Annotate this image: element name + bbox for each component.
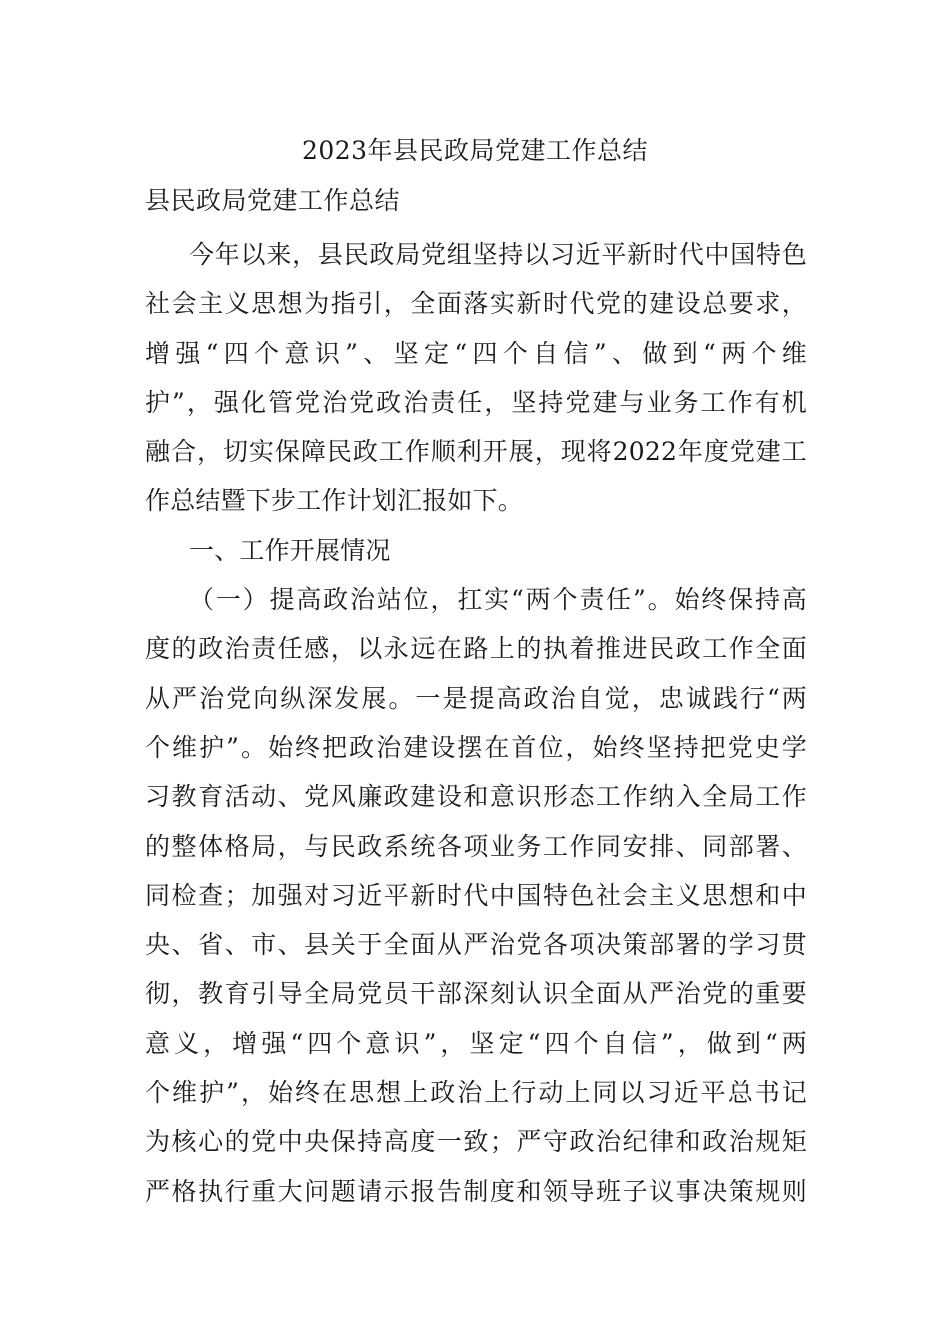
text-line: 护”，强化管党治党政治责任，坚持党建与业务工作有机 [145, 387, 807, 417]
document-title: 2023年县民政局党建工作总结 [301, 136, 649, 165]
text-line: 作总结暨下步工作计划汇报如下。 [145, 486, 524, 516]
text-line: 从严治党向纵深发展。一是提高政治自觉，忠诚践行“两 [145, 683, 807, 713]
text-line: 的整体格局，与民政系统各项业务工作同安排、同部署、 [145, 831, 807, 861]
text-line: 增强“四个意识”、坚定“四个自信”、做到“两个维 [145, 338, 807, 368]
text-line: 个维护”。始终把政治建设摆在首位，始终坚持把党史学 [145, 732, 807, 762]
text-line: 严格执行重大问题请示报告制度和领导班子议事决策规则 [145, 1176, 807, 1206]
document-body [145, 230, 807, 1216]
text-line: 习教育活动、党风廉政建设和意识形态工作纳入全局工作 [145, 782, 807, 812]
document-subtitle: 县民政局党建工作总结 [145, 186, 401, 215]
text-line: 央、省、市、县关于全面从严治党各项决策部署的学习贯 [145, 930, 807, 960]
text-line: 同检查；加强对习近平新时代中国特色社会主义思想和中 [145, 880, 807, 910]
text-line: 个维护”，始终在思想上政治上行动上同以习近平总书记 [145, 1078, 807, 1108]
text-line: 彻，教育引导全局党员干部深刻认识全面从严治党的重要 [145, 979, 807, 1009]
text-line: （一）提高政治站位，扛实“两个责任”。始终保持高 [189, 585, 807, 615]
text-line: 融合，切实保障民政工作顺利开展，现将2022年度党建工 [145, 437, 807, 467]
text-line: 度的政治责任感，以永远在路上的执着推进民政工作全面 [145, 634, 807, 664]
text-line: 为核心的党中央保持高度一致；严守政治纪律和政治规矩 [145, 1127, 807, 1157]
text-line: 社会主义思想为指引，全面落实新时代党的建设总要求， [145, 289, 807, 319]
text-line: 今年以来，县民政局党组坚持以习近平新时代中国特色 [189, 240, 807, 269]
text-line: 意义，增强“四个意识”，坚定“四个自信”，做到“两 [145, 1028, 807, 1058]
text-line: 一、工作开展情况 [189, 535, 391, 565]
